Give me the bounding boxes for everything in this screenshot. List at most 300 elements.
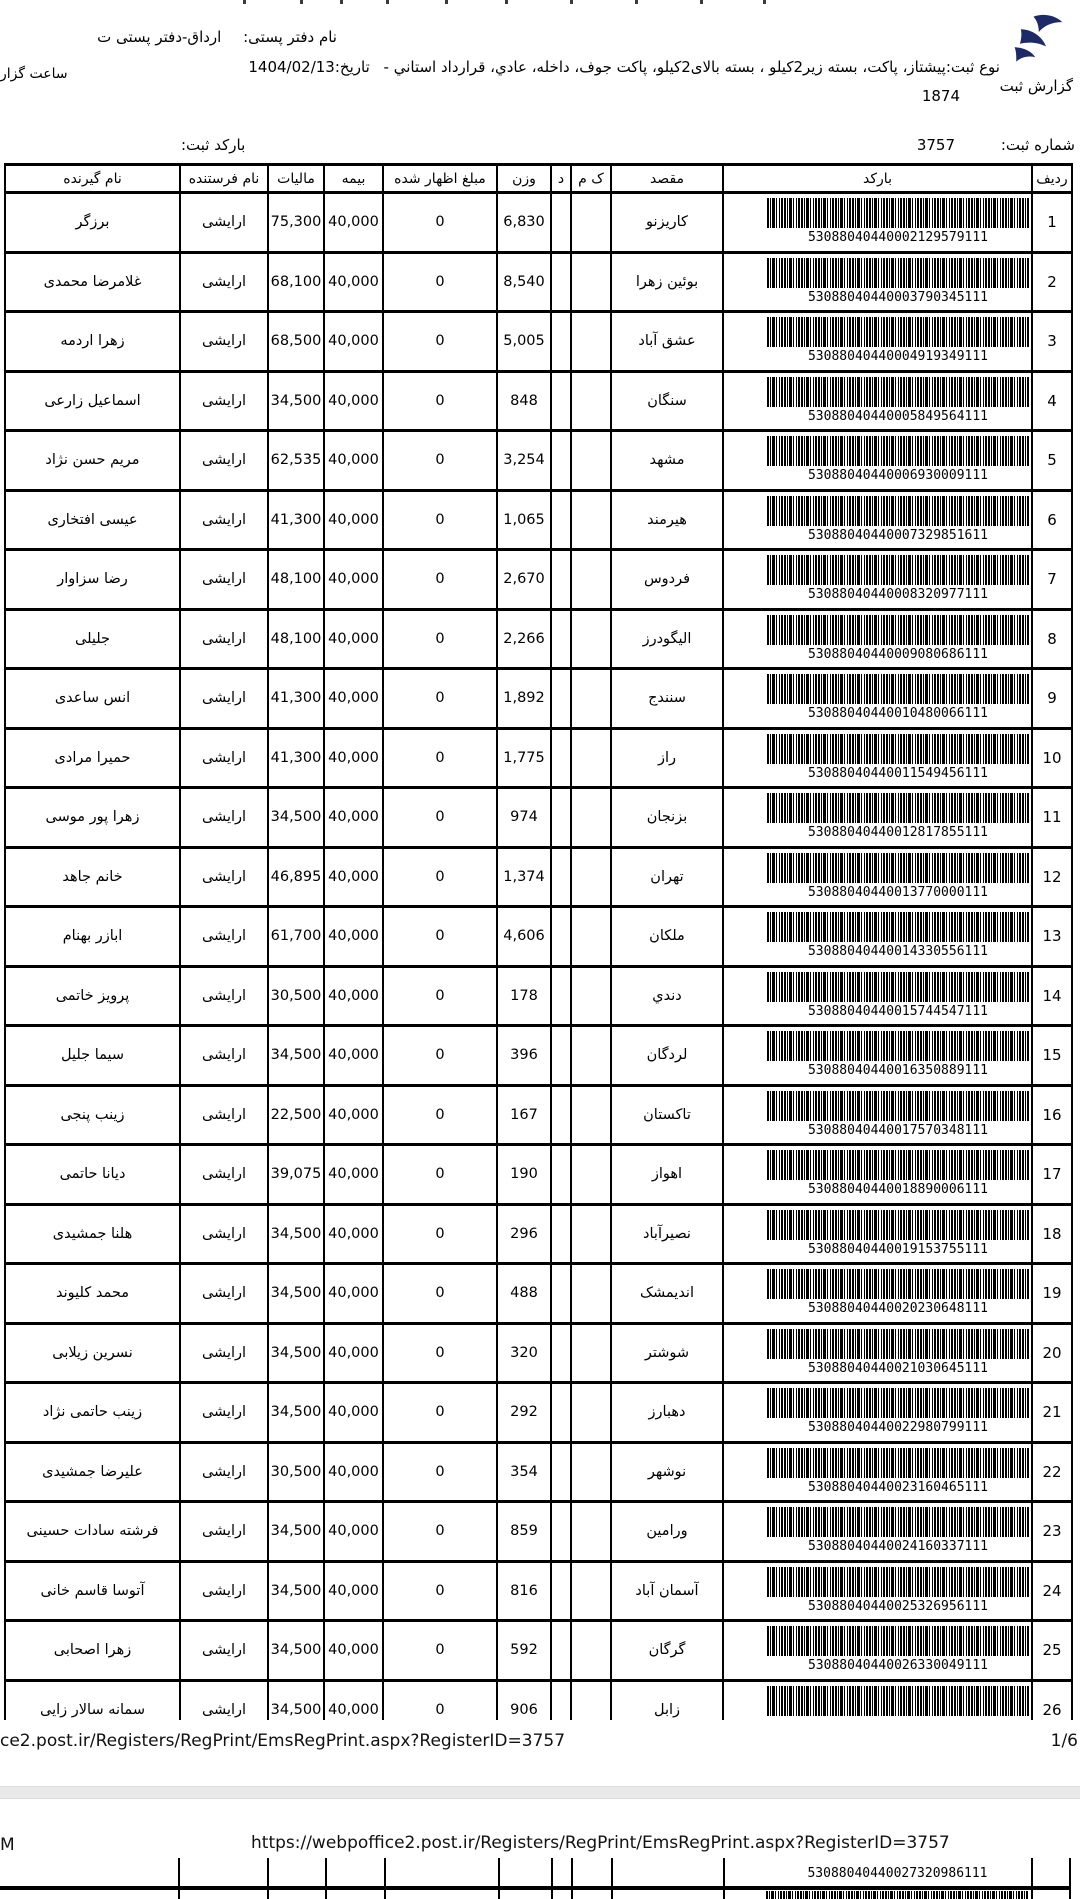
cell-receiver-name: رضا سزاوار [5, 550, 180, 610]
cell-destination: زابل [611, 1680, 723, 1720]
cell-weight: 2,670 [497, 550, 551, 610]
cell-declared-amount: 0 [383, 609, 497, 669]
barcode-number: 53088040440009080686111 [807, 646, 988, 662]
cell-weight: 1,065 [497, 490, 551, 550]
cell-insurance: 40,000 [324, 1085, 383, 1145]
cell-barcode [723, 193, 1032, 253]
cell-weight: 848 [497, 371, 551, 431]
cell-receiver-name: انس ساعدی [5, 669, 180, 729]
cell-receiver-name: حمیرا مرادی [5, 728, 180, 788]
cell-tax: 34,500 [268, 788, 324, 848]
cell-d [551, 431, 571, 491]
cell-receiver-name: زهرا اصحابی [5, 1621, 180, 1681]
cell-insurance: 40,000 [324, 1383, 383, 1443]
barcode-number: 53088040440020230648111 [807, 1301, 988, 1316]
cell-receiver-name: نسرین زیلابی [5, 1323, 180, 1383]
cell-declared-amount: 0 [383, 728, 497, 788]
cell-d [551, 550, 571, 610]
table-row [5, 1621, 1072, 1681]
cell-d [551, 252, 571, 312]
cell-insurance: 40,000 [324, 1204, 383, 1264]
cell-insurance: 40,000 [324, 193, 383, 253]
cell-destination: بزنجان [611, 788, 723, 848]
cell-row-number: 20 [1032, 1323, 1072, 1383]
col-header-receiver-name: نام گیرنده [5, 165, 180, 193]
cell-sender-name: ارایشی [180, 788, 268, 848]
cell-d [551, 728, 571, 788]
cell-declared-amount: 0 [383, 1502, 497, 1562]
barcode-image [767, 377, 1029, 407]
cell-tax: 46,895 [268, 847, 324, 907]
cell-row-number: 14 [1032, 966, 1072, 1026]
table-row [5, 847, 1072, 907]
cell-d [551, 1264, 571, 1324]
cell-km [571, 1085, 611, 1145]
barcode-image [767, 1329, 1029, 1359]
cell-insurance: 40,000 [324, 1264, 383, 1324]
cell-receiver-name: ابازر بهنام [5, 907, 180, 967]
cell-d [551, 609, 571, 669]
cell-sender-name: ارایشی [180, 669, 268, 729]
cell-row-number: 5 [1032, 431, 1072, 491]
cell-row-number: 10 [1032, 728, 1072, 788]
cell-barcode [723, 1680, 1032, 1720]
cell-km [571, 252, 611, 312]
cell-row-number: 26 [1032, 1680, 1072, 1720]
register-table-wrapper [4, 163, 1074, 1720]
cell-weight: 859 [497, 1502, 551, 1562]
cell-barcode [723, 609, 1032, 669]
table-row [5, 609, 1072, 669]
cell-tax: 68,500 [268, 312, 324, 372]
barcode-number: 53088040440007329851611 [807, 527, 988, 543]
cell-sender-name: ارایشی [180, 1383, 268, 1443]
barcode-number: 53088040440012817855111 [807, 825, 988, 840]
cell-barcode [723, 252, 1032, 312]
registration-type-wrap-number: 1874 [921, 87, 960, 105]
cell-destination: هیرمند [611, 490, 723, 550]
barcode-number: 53088040440002129579111 [807, 230, 988, 245]
cell-row-number: 2 [1032, 252, 1072, 312]
barcode-number: 53088040440017570348111 [807, 1122, 988, 1138]
table-row [5, 490, 1072, 550]
table-row [5, 1502, 1072, 1562]
cell-weight: 1,775 [497, 728, 551, 788]
table-row [5, 1442, 1072, 1502]
barcode-image [767, 1031, 1029, 1061]
cell-d [551, 1323, 571, 1383]
col-header-barcode: بارکد [723, 165, 1032, 193]
cell-tax: 75,300 [268, 193, 324, 253]
barcode-image [767, 258, 1029, 288]
cell-d [551, 1621, 571, 1681]
cell-weight: 6,830 [497, 193, 551, 253]
barcode-number: 53088040440011549456111 [807, 765, 988, 781]
cell-declared-amount: 0 [383, 1204, 497, 1264]
barcode-image [767, 198, 1029, 228]
table-row [5, 788, 1072, 848]
cell-barcode [723, 669, 1032, 729]
cell-insurance: 40,000 [324, 252, 383, 312]
barcode-number: 53088040440016350889111 [807, 1063, 988, 1078]
barcode-image [767, 1686, 1029, 1716]
barcode-number: 53088040440013770000111 [807, 884, 988, 900]
page2-row-border [0, 1886, 1071, 1890]
barcode-image [767, 436, 1029, 466]
cell-weight: 396 [497, 1026, 551, 1086]
cell-declared-amount: 0 [383, 1085, 497, 1145]
cell-d [551, 312, 571, 372]
cell-row-number: 16 [1032, 1085, 1072, 1145]
cell-destination: شوشتر [611, 1323, 723, 1383]
barcode-number: 53088040440006930009111 [807, 468, 988, 483]
cell-tax: 30,500 [268, 966, 324, 1026]
barcode-number: 53088040440008320977111 [807, 587, 988, 602]
register-table [4, 163, 1073, 1720]
cell-weight: 4,606 [497, 907, 551, 967]
cell-destination: اندیمشک [611, 1264, 723, 1324]
cell-receiver-name: زهرا اردمه [5, 312, 180, 372]
cell-km [571, 788, 611, 848]
cell-declared-amount: 0 [383, 490, 497, 550]
cell-receiver-name: سمانه سالار زایی [5, 1680, 180, 1720]
barcode-number: 53088040440003790345111 [807, 289, 988, 305]
registration-type-line [248, 58, 1000, 76]
cell-row-number: 21 [1032, 1383, 1072, 1443]
cell-declared-amount: 0 [383, 788, 497, 848]
cell-weight: 1,374 [497, 847, 551, 907]
cell-insurance: 40,000 [324, 669, 383, 729]
page2-barcode-number: 53088040440027320986111 [807, 1866, 988, 1881]
page2-barcode-image [766, 1891, 1028, 1899]
cell-km [571, 490, 611, 550]
cell-row-number: 3 [1032, 312, 1072, 372]
cell-tax: 34,500 [268, 1621, 324, 1681]
cell-sender-name: ارایشی [180, 1145, 268, 1205]
cell-tax: 41,300 [268, 490, 324, 550]
cell-receiver-name: خانم جاهد [5, 847, 180, 907]
cell-destination: فردوس [611, 550, 723, 610]
col-header-sender-name: نام فرستنده [180, 165, 268, 193]
cell-insurance: 40,000 [324, 431, 383, 491]
cell-row-number: 19 [1032, 1264, 1072, 1324]
barcode-image [767, 1388, 1029, 1418]
cell-row-number: 1 [1032, 193, 1072, 253]
cell-destination: سنندج [611, 669, 723, 729]
page2-header-url: https://webpoffice2.post.ir/Registers/RegPrint/EmsRegPrint.aspx?RegisterID=3757 [251, 1833, 950, 1853]
cell-weight: 167 [497, 1085, 551, 1145]
table-row [5, 193, 1072, 253]
cell-row-number: 6 [1032, 490, 1072, 550]
cell-sender-name: ارایشی [180, 193, 268, 253]
cell-sender-name: ارایشی [180, 371, 268, 431]
cell-declared-amount: 0 [383, 1145, 497, 1205]
col-header-tax: مالیات [268, 165, 324, 193]
cell-row-number: 15 [1032, 1026, 1072, 1086]
cell-declared-amount: 0 [383, 907, 497, 967]
cell-declared-amount: 0 [383, 1323, 497, 1383]
cell-destination: اهواز [611, 1145, 723, 1205]
cell-sender-name: ارایشی [180, 490, 268, 550]
cell-destination: ملکان [611, 907, 723, 967]
barcode-number: 53088040440004919349111 [807, 349, 988, 364]
cell-declared-amount: 0 [383, 193, 497, 253]
cell-d [551, 1680, 571, 1720]
table-row [5, 1204, 1072, 1264]
page1-footer-url: ce2.post.ir/Registers/RegPrint/EmsRegPrint.aspx?RegisterID=3757 [0, 1731, 566, 1751]
cell-weight: 1,892 [497, 669, 551, 729]
cell-km [571, 431, 611, 491]
cell-barcode [723, 788, 1032, 848]
cell-receiver-name: آتوسا قاسم خانی [5, 1561, 180, 1621]
cell-weight: 5,005 [497, 312, 551, 372]
cell-km [571, 1204, 611, 1264]
cell-declared-amount: 0 [383, 371, 497, 431]
cell-sender-name: ارایشی [180, 431, 268, 491]
page2-time-fragment: M [0, 1835, 15, 1855]
cell-weight: 8,540 [497, 252, 551, 312]
cell-declared-amount: 0 [383, 312, 497, 372]
cell-insurance: 40,000 [324, 966, 383, 1026]
cell-declared-amount: 0 [383, 431, 497, 491]
cell-tax: 41,300 [268, 728, 324, 788]
barcode-number: 53088040440014330556111 [807, 944, 988, 959]
cell-sender-name: ارایشی [180, 1502, 268, 1562]
cell-receiver-name: علیرضا جمشیدی [5, 1442, 180, 1502]
cell-tax: 62,535 [268, 431, 324, 491]
col-header-row-number: ردیف [1032, 165, 1072, 193]
register-number-value: 3757 [916, 136, 955, 154]
cell-d [551, 1502, 571, 1562]
cell-tax: 61,700 [268, 907, 324, 967]
cell-tax: 39,075 [268, 1145, 324, 1205]
cell-weight: 592 [497, 1621, 551, 1681]
cell-receiver-name: محمد کلیوند [5, 1264, 180, 1324]
cell-weight: 190 [497, 1145, 551, 1205]
cell-barcode [723, 1442, 1032, 1502]
cell-weight: 296 [497, 1204, 551, 1264]
cell-barcode [723, 431, 1032, 491]
page-break-divider [0, 1786, 1080, 1799]
cell-sender-name: ارایشی [180, 1680, 268, 1720]
table-row [5, 1323, 1072, 1383]
cell-row-number: 4 [1032, 371, 1072, 431]
cell-insurance: 40,000 [324, 1561, 383, 1621]
cell-destination: تاکستان [611, 1085, 723, 1145]
cell-receiver-name: زهرا پور موسی [5, 788, 180, 848]
cell-destination: الیگودرز [611, 609, 723, 669]
cell-barcode [723, 1621, 1032, 1681]
barcode-image [767, 1567, 1029, 1597]
register-table-body [5, 193, 1072, 1721]
cell-d [551, 847, 571, 907]
table-row [5, 431, 1072, 491]
cell-barcode [723, 1085, 1032, 1145]
cell-barcode [723, 847, 1032, 907]
cell-weight: 906 [497, 1680, 551, 1720]
cell-km [571, 669, 611, 729]
cell-insurance: 40,000 [324, 490, 383, 550]
cell-d [551, 1442, 571, 1502]
barcode-image [767, 1150, 1029, 1180]
cell-barcode [723, 550, 1032, 610]
barcode-number: 53088040440026330049111 [807, 1658, 988, 1673]
barcode-image [767, 1210, 1029, 1240]
cell-sender-name: ارایشی [180, 550, 268, 610]
cell-d [551, 788, 571, 848]
cell-d [551, 193, 571, 253]
cell-insurance: 40,000 [324, 371, 383, 431]
cell-d [551, 1085, 571, 1145]
barcode-image [767, 734, 1029, 764]
col-header-insurance: بیمه [324, 165, 383, 193]
cell-declared-amount: 0 [383, 966, 497, 1026]
cell-declared-amount: 0 [383, 1621, 497, 1681]
barcode-number: 53088040440005849564111 [807, 408, 988, 424]
cell-weight: 816 [497, 1561, 551, 1621]
table-row [5, 966, 1072, 1026]
cell-barcode [723, 371, 1032, 431]
cell-barcode [723, 312, 1032, 372]
table-row [5, 1145, 1072, 1205]
cell-destination: لردگان [611, 1026, 723, 1086]
cell-weight: 292 [497, 1383, 551, 1443]
barcode-number: 53088040440015744547111 [807, 1003, 988, 1019]
cell-km [571, 312, 611, 372]
cell-sender-name: ارایشی [180, 1621, 268, 1681]
barcode-image [767, 674, 1029, 704]
barcode-image [767, 555, 1029, 585]
table-row [5, 550, 1072, 610]
cell-barcode [723, 1264, 1032, 1324]
cell-tax: 48,100 [268, 550, 324, 610]
table-row [5, 669, 1072, 729]
cell-row-number: 22 [1032, 1442, 1072, 1502]
cell-destination: مشهد [611, 431, 723, 491]
cell-declared-amount: 0 [383, 1680, 497, 1720]
cell-row-number: 18 [1032, 1204, 1072, 1264]
barcode-number: 53088040440021030645111 [807, 1360, 988, 1376]
cell-km [571, 1323, 611, 1383]
cell-row-number: 11 [1032, 788, 1072, 848]
cell-d [551, 1026, 571, 1086]
cell-receiver-name: مریم حسن نژاد [5, 431, 180, 491]
cell-destination: راز [611, 728, 723, 788]
cell-row-number: 9 [1032, 669, 1072, 729]
barcode-image [767, 496, 1029, 526]
cell-receiver-name: غلامرضا محمدی [5, 252, 180, 312]
cell-weight: 320 [497, 1323, 551, 1383]
cell-declared-amount: 0 [383, 847, 497, 907]
cell-receiver-name: برزگر [5, 193, 180, 253]
cell-receiver-name: جلیلی [5, 609, 180, 669]
post-office-value: ارداق-دفتر پستی ت [97, 28, 222, 46]
cell-declared-amount: 0 [383, 550, 497, 610]
cell-receiver-name: سیما جلیل [5, 1026, 180, 1086]
cell-barcode [723, 1026, 1032, 1086]
cell-km [571, 966, 611, 1026]
cell-receiver-name: فرشته سادات حسینی [5, 1502, 180, 1562]
cell-destination: ورامین [611, 1502, 723, 1562]
cell-km [571, 1442, 611, 1502]
cell-insurance: 40,000 [324, 550, 383, 610]
cell-weight: 488 [497, 1264, 551, 1324]
cell-insurance: 40,000 [324, 1502, 383, 1562]
cell-row-number: 25 [1032, 1621, 1072, 1681]
cell-sender-name: ارایشی [180, 312, 268, 372]
barcode-image [767, 615, 1029, 645]
cell-insurance: 40,000 [324, 1680, 383, 1720]
barcode-number: 53088040440019153755111 [807, 1241, 988, 1257]
barcode-image [767, 793, 1029, 823]
cell-sender-name: ارایشی [180, 1323, 268, 1383]
cell-barcode [723, 1145, 1032, 1205]
cell-tax: 34,500 [268, 1026, 324, 1086]
cell-barcode [723, 728, 1032, 788]
cell-sender-name: ارایشی [180, 966, 268, 1026]
barcode-number: 53088040440025326956111 [807, 1598, 988, 1614]
col-header-d: د [551, 165, 571, 193]
cell-d [551, 1383, 571, 1443]
cell-barcode [723, 490, 1032, 550]
table-row [5, 312, 1072, 372]
cell-sender-name: ارایشی [180, 1085, 268, 1145]
cell-row-number: 12 [1032, 847, 1072, 907]
cell-barcode [723, 966, 1032, 1026]
cell-destination: نصیرآباد [611, 1204, 723, 1264]
col-header-km: ک م [571, 165, 611, 193]
cell-declared-amount: 0 [383, 669, 497, 729]
cell-km [571, 1680, 611, 1720]
cell-tax: 34,500 [268, 1502, 324, 1562]
cell-km [571, 1264, 611, 1324]
cell-km [571, 550, 611, 610]
cell-sender-name: ارایشی [180, 728, 268, 788]
cell-d [551, 966, 571, 1026]
cell-tax: 68,100 [268, 252, 324, 312]
cell-row-number: 8 [1032, 609, 1072, 669]
cell-receiver-name: هلنا جمشیدی [5, 1204, 180, 1264]
cell-row-number: 23 [1032, 1502, 1072, 1562]
cell-row-number: 24 [1032, 1561, 1072, 1621]
cell-declared-amount: 0 [383, 1561, 497, 1621]
cell-insurance: 40,000 [324, 728, 383, 788]
cell-declared-amount: 0 [383, 1442, 497, 1502]
barcode-image [767, 1269, 1029, 1299]
cell-sender-name: ارایشی [180, 1561, 268, 1621]
barcode-image [767, 853, 1029, 883]
table-row [5, 907, 1072, 967]
cell-weight: 178 [497, 966, 551, 1026]
report-title: گزارش ثبت [999, 77, 1073, 95]
table-row [5, 1561, 1072, 1621]
page1-page-indicator: 1/6 [1050, 1731, 1078, 1751]
cell-receiver-name: عیسی افتخاری [5, 490, 180, 550]
cell-row-number: 13 [1032, 907, 1072, 967]
cell-d [551, 1561, 571, 1621]
cell-km [571, 728, 611, 788]
cell-receiver-name: زینب پنجی [5, 1085, 180, 1145]
cell-declared-amount: 0 [383, 252, 497, 312]
register-number-label: شماره ثبت: [1000, 136, 1075, 154]
barcode-number: 53088040440010480066111 [807, 706, 988, 721]
cell-insurance: 40,000 [324, 609, 383, 669]
table-row [5, 1026, 1072, 1086]
cell-tax: 34,500 [268, 1561, 324, 1621]
cell-km [571, 847, 611, 907]
barcode-image [767, 1448, 1029, 1478]
cell-destination: دندي [611, 966, 723, 1026]
